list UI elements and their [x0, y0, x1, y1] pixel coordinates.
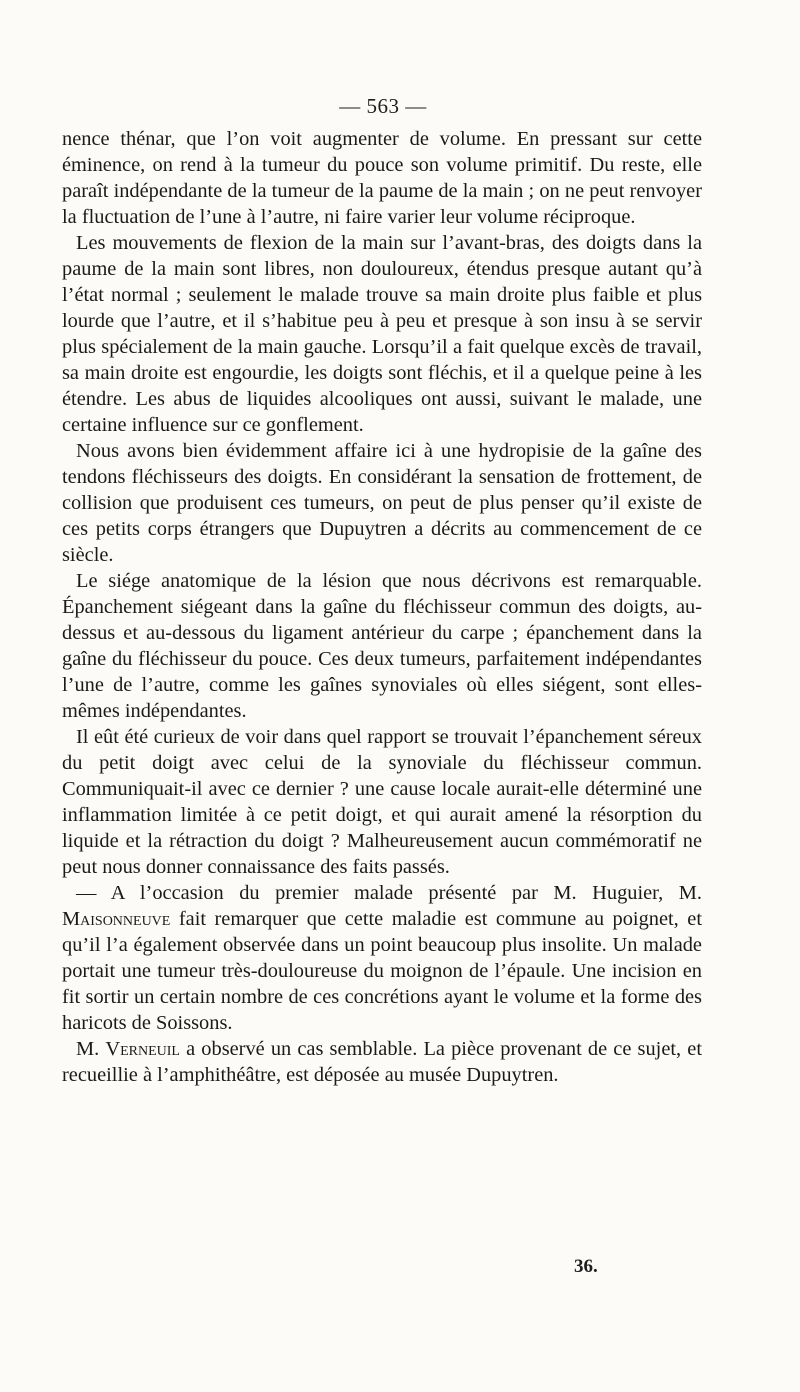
person-name-verneuil: Verneuil	[105, 1038, 180, 1060]
paragraph-5: Il eût été curieux de voir dans quel rapport se trouvait l’épanchement séreux du petit doigt avec celui de la synoviale du fléchisseur commun. Communiquait-il avec ce dernier ? une cause locale aurait-elle déterminé une inflammation limitée à ce petit doigt, et qui aurait amené la résorption du liquide et la rétraction du doigt ? Malheureusement aucun commémoratif ne peut nous donner connaissance des faits passés.	[62, 726, 702, 878]
paragraph-3: Nous avons bien évidemment affaire ici à une hydropisie de la gaîne des tendons fléchisseurs des doigts. En considérant la sensation de frottement, de collision que produisent ces tumeurs, on peut de plus penser qu’il existe de ces petits corps étrangers que Dupuytren a décrits au commencement de ce siècle.	[62, 440, 702, 566]
paragraph-2: Les mouvements de flexion de la main sur l’avant-bras, des doigts dans la paume de la main sont libres, non douloureux, étendus presque autant qu’à l’état normal ; seulement le malade trouve sa main droite plus faible et plus lourde que l’autre, et il s’habitue peu à peu et presque à son insu à se servir plus spécialement de la main gauche. Lorsqu’il a fait quelque excès de travail, sa main droite est engourdie, les doigts sont fléchis, et il a quelque peine à les étendre. Les abus de liquides alcooliques ont aussi, suivant le malade, une certaine influence sur ce gonflement.	[62, 232, 702, 436]
paragraph-6	[62, 880, 702, 1036]
body-text	[62, 126, 702, 1088]
paragraph-1: nence thénar, que l’on voit augmenter de volume. En pressant sur cette éminence, on rend à la tumeur du pouce son volume primitif. Du reste, elle paraît indépendante de la tumeur de la paume de la main ; on ne peut renvoyer la fluctuation de l’une à l’autre, ni faire varier leur volume réciproque.	[62, 128, 702, 228]
paragraph-6-text-after: fait remarquer que cette maladie est commune au poignet, et qu’il l’a également observée dans un point beaucoup plus insolite. Un malade portait une tumeur très-douloureuse du moignon de l’épaule. Une incision en fit sortir un certain nombre de ces concrétions ayant le volume et la forme des haricots de Soissons.	[62, 908, 702, 1034]
paragraph-4: Le siége anatomique de la lésion que nous décrivons est remarquable. Épanchement siégeant dans la gaîne du fléchisseur commun des doigts, au-dessus et au-dessous du ligament antérieur du carpe ; épanchement dans la gaîne du fléchisseur du pouce. Ces deux tumeurs, parfaitement indépendantes l’une de l’autre, comme les gaînes synoviales où elles siégent, sont elles-mêmes indépendantes.	[62, 570, 702, 722]
signature-mark: 36.	[574, 1256, 598, 1277]
paragraph-7-text-after: a observé un cas semblable. La pièce provenant de ce sujet, et recueillie à l’amphithéâtre, est déposée au musée Dupuytren.	[62, 1038, 703, 1086]
person-name-maisonneuve: Maisonneuve	[62, 908, 171, 930]
paragraph-6-text-before: — A l’occasion du premier malade présenté par M. Huguier, M.	[76, 882, 702, 904]
paragraph-7	[62, 1036, 702, 1088]
page-number: — 563 —	[339, 94, 427, 118]
paragraph-7-text-before: M.	[76, 1038, 106, 1060]
